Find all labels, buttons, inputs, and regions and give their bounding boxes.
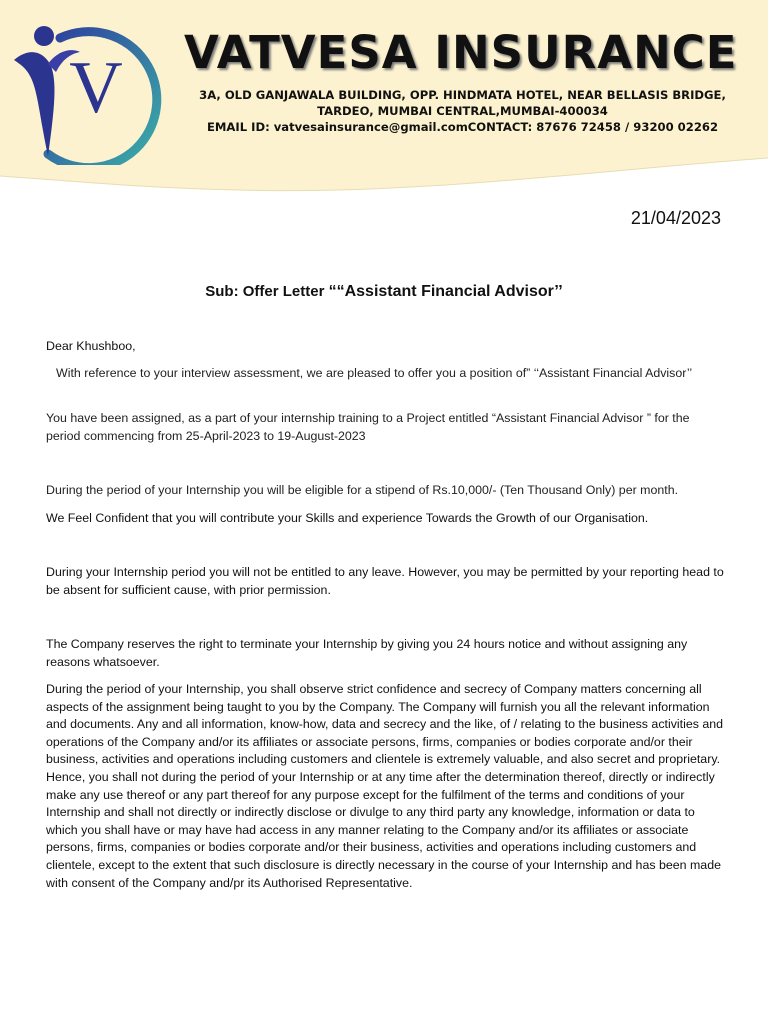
salutation: Dear Khushboo, xyxy=(46,339,136,353)
logo-letter: V xyxy=(69,47,123,129)
paragraph-confidence: We Feel Confident that you will contribute your Skills and experience Towards the Growth of our Organisation. xyxy=(46,511,649,525)
paragraph-leave: During your Internship period you will not be entitled to any leave. However, you may be permitted by your reporting head to be absent for sufficient cause, with prior permission. xyxy=(46,565,724,597)
letterhead xyxy=(0,0,768,200)
address-line-1: 3A, OLD GANJAWALA BUILDING, OPP. HINDMATA HOTEL, NEAR BELLASIS BRIDGE, xyxy=(199,88,726,102)
contact-line: EMAIL ID: vatvesainsurance@gmail.comCONTACT: 87676 72458 / 93200 02262 xyxy=(206,120,719,134)
paragraph-confidentiality: During the period of your Internship, you shall observe strict confidence and secrecy of Company matters concerning all aspects of the assignment being taught to you by the Company. The Company will furnish you all the relevant information and documents. Any and all information, know-how, data and secrecy and the like, of / relating to the business activities and operations of the Company and/or its affiliates or associate persons, firms, companies or bodies corporate and/or their business, activities and operations including customers and clientele is extremely valuable, and also secret and proprietary. Hence, you shall not during the period of your Internship or at any time after the determination thereof, directly or indirectly make any use thereof or any part thereof for any purpose except for the fulfilment of the terms and conditions of your Internship and shall not directly or indirectly disclose or divulge to any third party any knowledge, information or data to which you shall have or may have had access in any manner relating to the Company and/or its affiliates or associate persons, firms, companies or bodies corporate and/or their business, activities and operations including customers and clientele, except to the extent that such disclosure is directly necessary in the course of your Internship and has been made with consent of the Company and/pr its Authorised Representative. xyxy=(46,682,724,890)
paragraph-termination: The Company reserves the right to terminate your Internship by giving you 24 hours notice and without assigning any reasons whatsoever. xyxy=(46,637,688,669)
company-name: VATVESA INSURANCE xyxy=(184,26,738,79)
paragraph-reference xyxy=(46,365,726,383)
address-line-2: TARDEO, MUMBAI CENTRAL,MUMBAI-400034 xyxy=(317,104,608,118)
subject-title: ““Assistant Financial Advisor’’ xyxy=(328,283,563,300)
paragraph-assignment: You have been assigned, as a part of your internship training to a Project entitled “Assistant Financial Advisor ” for the period commencing from 25-April-2023 to 19-August-2023 xyxy=(46,411,690,443)
letter-date: 21/04/2023 xyxy=(630,208,721,228)
paragraph-stipend: During the period of your Internship you will be eligible for a stipend of Rs.10,000/- (Ten Thousand Only) per month. xyxy=(46,483,679,497)
paragraph-reference-text: With reference to your interview assessment, we are pleased to offer you a position of” ‘‘Assistant Financial Advisor’’ xyxy=(56,366,693,380)
company-logo xyxy=(8,20,168,165)
subject-prefix: Sub: Offer Letter xyxy=(205,283,329,300)
letter-subject xyxy=(0,283,768,301)
